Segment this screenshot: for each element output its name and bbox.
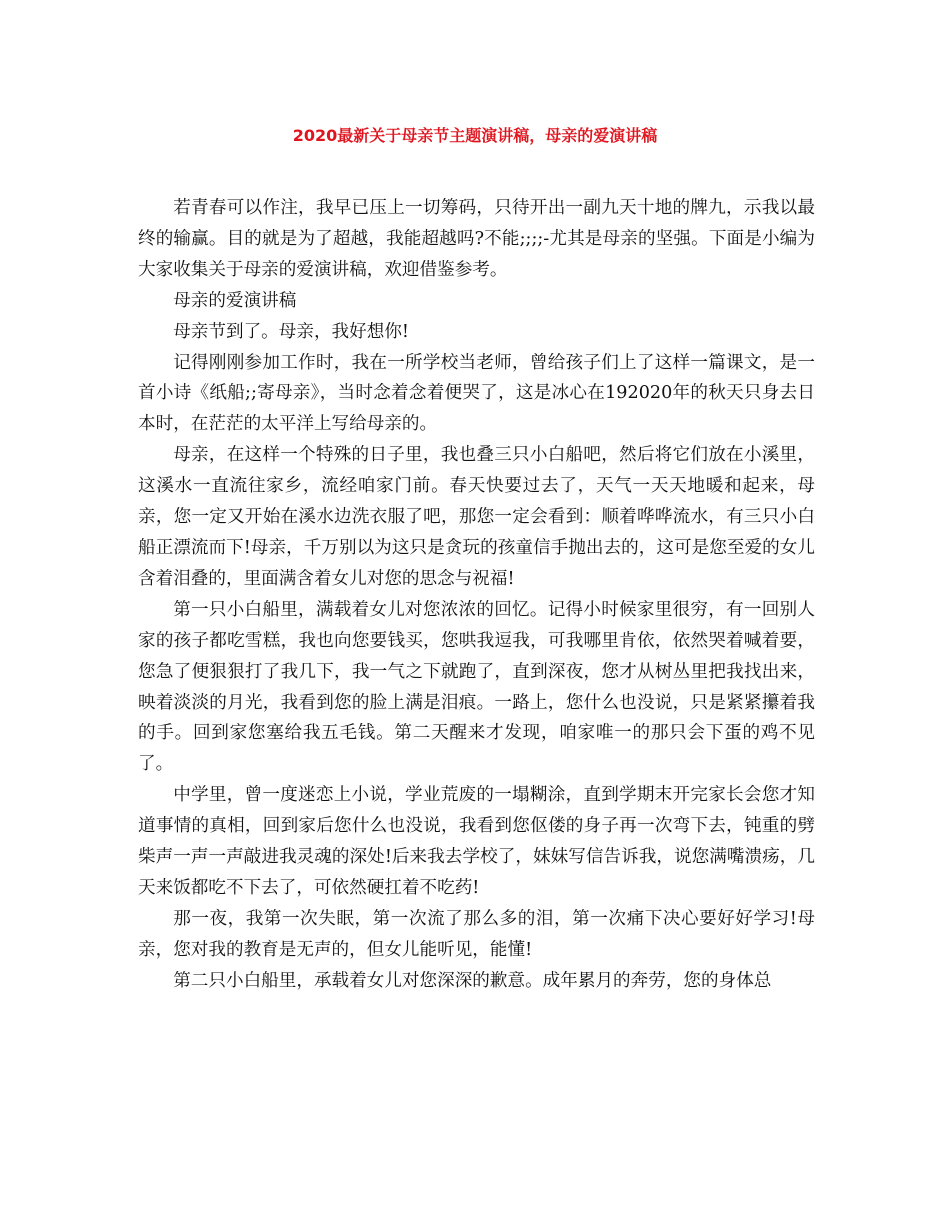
- document-title: 2020最新关于母亲节主题演讲稿，母亲的爱演讲稿: [292, 126, 658, 145]
- paragraph: 若青春可以作注，我早已压上一切筹码，只待开出一副九天十地的牌九，示我以最终的输赢。目的就是为了超越，我能超越吗?不能;;;;-尤其是母亲的坚强。下面是小编为大家收集关于母亲的爱演讲稿，欢迎借鉴参考。: [138, 198, 815, 280]
- paragraph: 第二只小白船里，承载着女儿对您深深的歉意。成年累月的奔劳，您的身体总: [173, 970, 772, 991]
- paragraph: 第一只小白船里，满载着女儿对您浓浓的回忆。记得小时候家里很穷，有一回别人家的孩子都吃雪糕，我也向您要钱买，您哄我逗我，可我哪里肯依，依然哭着喊着要，您急了便狠狠打了我几下，我一气之下就跑了，直到深夜，您才从树丛里把我找出来，映着淡淡的月光，我看到您的脸上满是泪痕。一路上，您什么也没说，只是紧紧攥着我的手。回到家您塞给我五毛钱。第二天醒来才发现，咱家唯一的那只会下蛋的鸡不见了。: [138, 599, 815, 775]
- paragraph: 记得刚刚参加工作时，我在一所学校当老师，曾给孩子们上了这样一篇课文，是一首小诗《纸船;;寄母亲》，当时念着念着便哭了，这是冰心在192020年的秋天只身去日本时，在茫茫的太平洋上写给母亲的。: [138, 352, 815, 435]
- section-heading: 母亲的爱演讲稿: [173, 290, 297, 311]
- paragraph: 中学里，曾一度迷恋上小说，学业荒废的一塌糊涂，直到学期末开完家长会您才知道事情的真相，回到家后您什么也没说，我看到您伛偻的身子再一次弯下去，钝重的劈柴声一声一声敲进我灵魂的深处!后来我去学校了，妹妹写信告诉我，说您满嘴溃疡，几天来饭都吃不下去了，可依然硬扛着不吃药!: [138, 785, 815, 898]
- paragraph: 母亲，在这样一个特殊的日子里，我也叠三只小白船吧，然后将它们放在小溪里，这溪水一直流往家乡，流经咱家门前。春天快要过去了，天气一天天地暖和起来，母亲，您一定又开始在溪水边洗衣服了吧，那您一定会看到：顺着哗哗流水，有三只小白船正漂流而下!母亲，千万别以为这只是贪玩的孩童信手抛出去的，这可是您至爱的女儿含着泪叠的，里面满含着女儿对您的思念与祝福!: [138, 445, 815, 589]
- document-body: [138, 193, 815, 997]
- paragraph: 母亲节到了。母亲，我好想你!: [173, 321, 409, 342]
- paragraph: 那一夜，我第一次失眠，第一次流了那么多的泪，第一次痛下决心要好好学习!母亲，您对我的教育是无声的，但女儿能听见，能懂!: [138, 908, 815, 960]
